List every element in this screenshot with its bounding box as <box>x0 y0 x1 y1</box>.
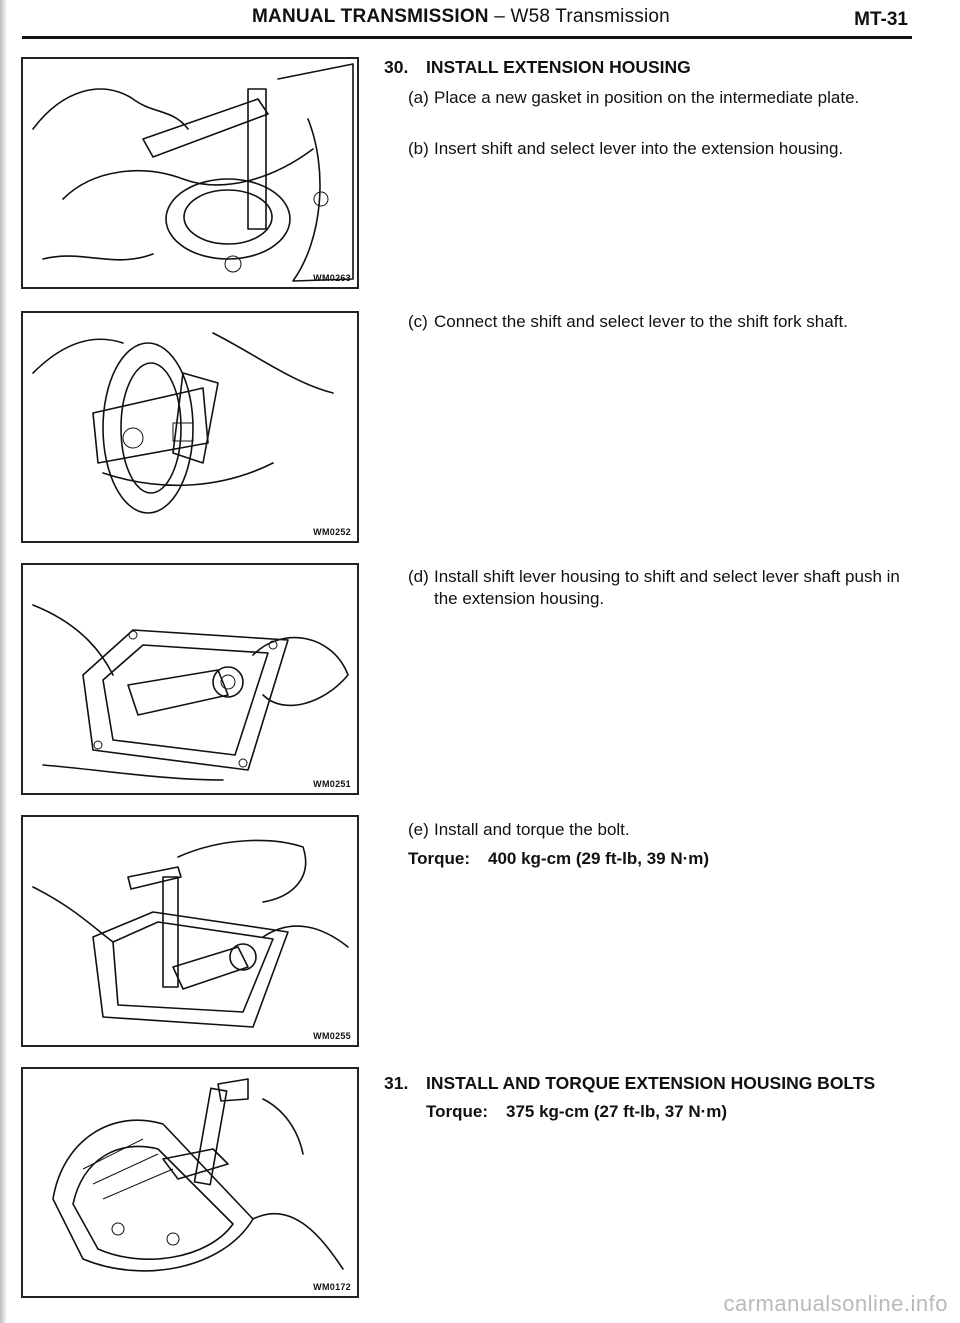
illustration-shift-lever-insert <box>23 59 357 287</box>
substep-text: Install shift lever housing to shift and select lever shaft push in the extension housing. <box>434 567 900 608</box>
substep-text: Connect the shift and select lever to the shift fork shaft. <box>434 312 848 331</box>
step-30e-torque <box>408 848 908 870</box>
step-30d <box>408 566 908 610</box>
torque-label: Torque: <box>426 1102 489 1121</box>
substep-label: (a) <box>408 88 429 107</box>
substep-label: (e) <box>408 820 429 839</box>
illustration-torque-wrench <box>23 817 357 1045</box>
torque-label: Torque: <box>408 849 471 868</box>
illustration-lever-housing <box>23 565 357 793</box>
page-number: MT-31 <box>854 9 908 30</box>
step-30c <box>408 311 908 333</box>
figure-torque-bolt <box>21 815 359 1047</box>
figure-code: WM0252 <box>313 527 351 537</box>
header-rule <box>22 36 912 39</box>
figure-gasket-placement <box>21 57 359 289</box>
substep-text: Place a new gasket in position on the intermediate plate. <box>434 88 860 107</box>
torque-value: 400 kg-cm (29 ft-lb, 39 N·m) <box>488 849 710 868</box>
step-number: 30. <box>384 57 409 77</box>
figure-shift-lever-housing <box>21 563 359 795</box>
step-31-torque <box>426 1101 926 1123</box>
substep-label: (d) <box>408 567 429 586</box>
section-title: MANUAL TRANSMISSION <box>252 6 489 27</box>
substep-text: Insert shift and select lever into the extension housing. <box>434 139 844 158</box>
illustration-fork-shaft <box>23 313 357 541</box>
page-title <box>252 6 670 28</box>
figure-code: WM0251 <box>313 779 351 789</box>
page-spine-shadow <box>0 0 6 1323</box>
substep-text: Install and torque the bolt. <box>434 820 630 839</box>
page-header <box>0 0 960 44</box>
figure-shift-fork-connect <box>21 311 359 543</box>
step-30-heading <box>384 56 924 78</box>
figure-code: WM0172 <box>313 1282 351 1292</box>
figure-code: WM0255 <box>313 1031 351 1041</box>
site-watermark: carmanualsonline.info <box>723 1291 948 1316</box>
torque-value: 375 kg-cm (27 ft-lb, 37 N·m) <box>506 1102 728 1121</box>
step-number: 31. <box>384 1073 409 1093</box>
step-30b <box>408 138 908 160</box>
step-31-heading <box>384 1072 944 1094</box>
substep-label: (c) <box>408 312 428 331</box>
figure-code: WM0263 <box>313 273 351 283</box>
step-title: INSTALL AND TORQUE EXTENSION HOUSING BOLTS <box>426 1073 876 1093</box>
illustration-housing-bolts <box>23 1069 357 1296</box>
figure-extension-housing-bolts <box>21 1067 359 1298</box>
step-title: INSTALL EXTENSION HOUSING <box>426 57 691 77</box>
step-30e <box>408 819 908 841</box>
substep-label: (b) <box>408 139 429 158</box>
step-30a <box>408 87 908 109</box>
section-subtitle: – W58 Transmission <box>488 6 670 27</box>
